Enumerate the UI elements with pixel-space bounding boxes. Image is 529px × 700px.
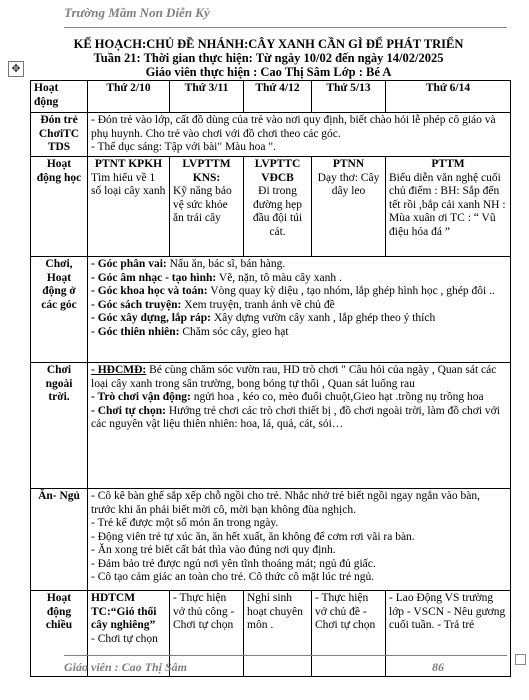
lesson-cell bbox=[88, 157, 170, 257]
lesson-cell bbox=[170, 157, 244, 257]
lesson-subject: PTTM bbox=[431, 158, 465, 170]
choi-ngoai-troi-content bbox=[88, 363, 511, 489]
day-header: Thứ 6/14 bbox=[386, 81, 511, 113]
day-header: Thứ 2/10 bbox=[88, 81, 170, 113]
list-item: - Góc thiên nhiên: Chăm sóc cây, gieo hạt bbox=[91, 325, 289, 338]
plan-teacher: Giáo viên thực hiện : Cao Thị Sâm Lớp : Bé A bbox=[145, 65, 392, 79]
list-item: - Góc xây dựng, lắp ráp: Xây dựng vườn cây xanh , lắp ghép theo ý thích bbox=[91, 312, 436, 324]
row-label: Chơi ngoài trời. bbox=[31, 363, 88, 489]
lesson-body: Dạy thơ: Cây dây leo bbox=[317, 171, 380, 197]
resize-handle-icon[interactable] bbox=[515, 654, 526, 665]
list-item: - Góc phân vai: Nấu ăn, bác sĩ, bán hàng. bbox=[91, 258, 286, 270]
text-line: - Đón trẻ vào lớp, cất đồ dùng của trẻ vào nơi quy định, biết chào hỏi lễ phép cô giáo và phụ huynh. Cho trẻ vào chơi với đồ chơi theo các góc. bbox=[91, 114, 496, 140]
afternoon-body: - Chơi tự chọn bbox=[91, 632, 158, 645]
lesson-body: Biểu diễn văn nghệ cuối chủ điểm : BH: Sắp đến tết rồi ,bắp cải xanh NH : Mùa xuân ơi TC : “ Vũ điệu hóa đá ” bbox=[389, 171, 506, 238]
text-line: - Cô tạo cảm giác an toàn cho trẻ. Cô thức cô mặt lúc trẻ ngủ. bbox=[91, 571, 375, 583]
list-item: - Góc sách truyện: Xem truyện, tranh ảnh về chủ đề bbox=[91, 298, 335, 311]
text-line: - Trẻ kể được một số món ăn trong ngày. bbox=[91, 517, 279, 529]
header-divider bbox=[64, 27, 507, 28]
row-choi-ngoai-troi bbox=[31, 363, 511, 489]
don-tre-content bbox=[88, 113, 511, 157]
lesson-cell bbox=[312, 157, 386, 257]
text-line: - Thể dục sáng: Tập với bài" Màu hoa ". bbox=[91, 141, 276, 153]
footer-divider bbox=[64, 655, 507, 656]
row-label: Ăn- Ngủ bbox=[31, 489, 88, 591]
day-header: Thứ 3/11 bbox=[170, 81, 244, 113]
text-line: - Cô kê bàn ghế sắp xếp chỗ ngồi cho trẻ. Nhắc nhở trẻ biết ngồi ngay ngắn vào bàn, trước khi ăn phải biết mời cô, mời bạn không đùa nghịch. bbox=[91, 490, 480, 516]
list-item: - Trò chơi vận động: ngửi hoa , kéo co, mèo đuổi chuột,Gieo hạt .trồng nụ trồng hoa bbox=[91, 391, 484, 403]
afternoon-cell bbox=[244, 591, 312, 677]
table-move-handle-icon[interactable]: ✥ bbox=[8, 61, 24, 77]
text-line: - Ăn xong trẻ biết cất bát thìa vào đúng nơi quy định. bbox=[91, 544, 336, 556]
table-header-row bbox=[31, 81, 511, 113]
lesson-cell bbox=[386, 157, 511, 257]
afternoon-title: HDTCM TC:“Gió thổi cây nghiêng” bbox=[91, 592, 157, 631]
afternoon-body: Nghỉ sinh hoạt chuyên môn . bbox=[247, 592, 303, 631]
afternoon-body: - Thực hiện vở thủ công - Chơi tự chọn bbox=[173, 592, 235, 631]
list-item: - Chơi tự chọn: Hướng trẻ chơi các trò chơi thiết bị , đồ chơi ngoài trời, làm đồ chơi với các nguyên vật liệu thiên nhiên: hoa, lá, quả, cát, sỏi… bbox=[91, 404, 500, 430]
lesson-body: Kỹ năng bảo vệ sức khỏe ăn trái cây bbox=[173, 185, 232, 224]
afternoon-cell bbox=[386, 591, 511, 677]
text-line: - Đảm bảo trẻ được ngủ nơi yên tĩnh thoáng mát; ngủ đủ giấc. bbox=[91, 557, 376, 570]
row-choi-goc bbox=[31, 257, 511, 363]
day-header: Thứ 4/12 bbox=[244, 81, 312, 113]
row-don-tre bbox=[31, 113, 511, 157]
footer-teacher: Giáo viên : Cao Thị Sâm bbox=[64, 660, 188, 674]
list-item: - Góc âm nhạc - tạo hình: Vẽ, nặn, tô màu cây xanh . bbox=[91, 271, 342, 284]
afternoon-body: - Lao Động VS trường lớp - VSCN - Nêu gương cuối tuần. - Trả trẻ bbox=[389, 592, 506, 631]
lesson-body: Đi trong đường hẹp đầu đội túi cát. bbox=[252, 185, 303, 238]
day-header: Thứ 5/13 bbox=[312, 81, 386, 113]
page-number: 86 bbox=[432, 660, 444, 674]
school-name: Trường Mầm Non Diễn Kỷ bbox=[64, 5, 210, 20]
row-hoat-dong-hoc bbox=[31, 157, 511, 257]
lesson-subject: PTNN bbox=[332, 158, 365, 170]
row-label: Hoạt động học bbox=[31, 157, 88, 257]
lesson-subject: LVPTTC VĐCB bbox=[254, 158, 301, 184]
lesson-subject: PTNT KPKH bbox=[94, 158, 163, 170]
row-an-ngu bbox=[31, 489, 511, 591]
afternoon-cell bbox=[312, 591, 386, 677]
afternoon-body: - Thực hiện vở chủ đề - Chơi tự chọn bbox=[315, 592, 376, 631]
plan-title: KẾ HOẠCH:CHỦ ĐỀ NHÁNH:CÂY XANH CẦN GÌ ĐỂ PHÁT TRIỂN bbox=[73, 37, 464, 51]
col-header-activity: Hoạt động bbox=[31, 81, 88, 113]
weekly-plan-table bbox=[30, 80, 511, 677]
lesson-cell bbox=[244, 157, 312, 257]
text-line: - Động viên trẻ tự xúc ăn, ăn hết xuất, ăn không để cơm rơi vãi ra bàn. bbox=[91, 530, 415, 543]
row-label: Chơi, Hoạt động ở các góc bbox=[31, 257, 88, 363]
choi-goc-content bbox=[88, 257, 511, 363]
plan-week: Tuần 21: Thời gian thực hiện: Từ ngày 10/02 đến ngày 14/02/2025 bbox=[93, 51, 444, 65]
list-item: - HĐCMĐ: Bé cùng chăm sóc vườn rau, HD trò chơi " Câu hỏi của ngày , Quan sát các loại cây xanh trong sân trường, bong bóng tự thổi , Quan sát luống rau bbox=[91, 364, 497, 390]
row-label: Đón trẻ ChơiTC TDS bbox=[31, 113, 88, 157]
row-label: Hoạt động chiều bbox=[31, 591, 88, 677]
lesson-subject: LVPTTM KNS: bbox=[182, 158, 231, 184]
list-item: - Góc khoa học và toán: Vòng quay kỳ diệu , tạo nhóm, lắp ghép hình học , ghép đôi .. bbox=[91, 285, 495, 297]
an-ngu-content bbox=[88, 489, 511, 591]
lesson-body: Tìm hiểu về 1 số loại cây xanh bbox=[91, 171, 166, 197]
